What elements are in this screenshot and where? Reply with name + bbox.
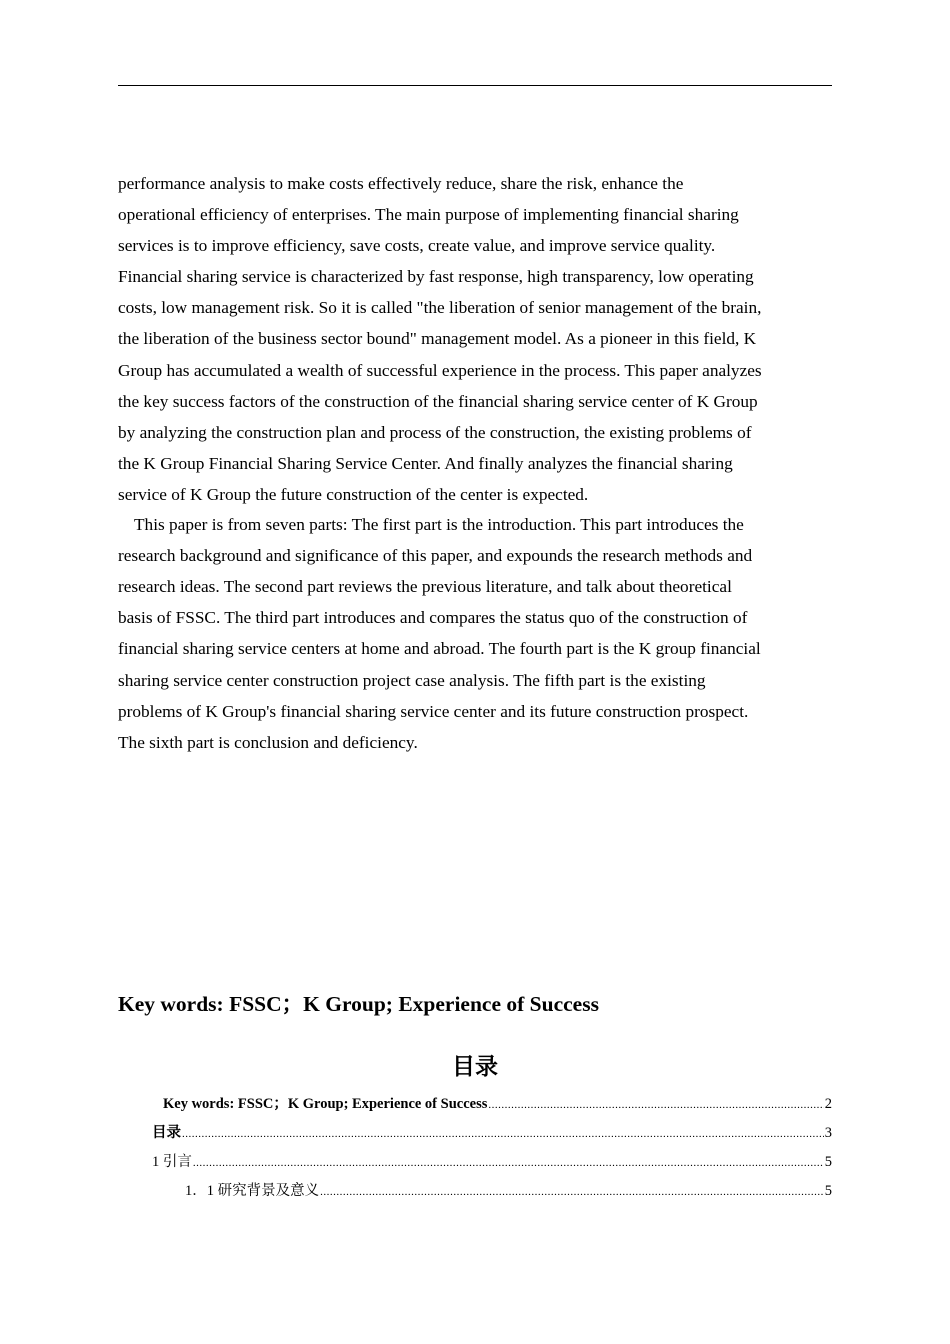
text-line: by analyzing the construction plan and process of the construction, the existing problems of xyxy=(118,422,752,442)
toc-entry-label: 1．1 研究背景及意义 xyxy=(185,1183,320,1199)
toc-leader-dots xyxy=(182,1128,824,1140)
text-line: financial sharing service centers at home and abroad. The fourth part is the K group financial xyxy=(118,639,761,659)
toc-entry-page: 5 xyxy=(824,1183,832,1199)
text-line: Financial sharing service is characterized by fast response, high transparency, low operating xyxy=(118,267,754,287)
text-line: This paper is from seven parts: The first part is the introduction. This part introduces the xyxy=(134,515,744,535)
text-line: operational efficiency of enterprises. The main purpose of implementing financial sharing xyxy=(118,205,739,225)
text-line: The sixth part is conclusion and deficiency. xyxy=(118,732,418,752)
text-line: the key success factors of the construction of the financial sharing service center of K Group xyxy=(118,391,758,411)
toc-entry[interactable] xyxy=(163,1092,832,1113)
toc-entry-page: 5 xyxy=(824,1154,832,1170)
abstract-paragraph-1 xyxy=(118,168,834,510)
toc-entry-label: 1 引言 xyxy=(152,1154,192,1170)
header-rule xyxy=(118,85,832,86)
toc-entry-page: 3 xyxy=(824,1125,832,1141)
text-line: the liberation of the business sector bound" management model. As a pioneer in this field, K xyxy=(118,329,757,349)
abstract-body xyxy=(118,168,834,758)
abstract-paragraph-2 xyxy=(118,509,834,758)
text-line: problems of K Group's financial sharing service center and its future construction prospect. xyxy=(118,701,749,721)
toc-leader-dots xyxy=(193,1157,824,1169)
text-line: basis of FSSC. The third part introduces and compares the status quo of the construction of xyxy=(118,608,748,628)
toc-entry-page: 2 xyxy=(824,1096,832,1112)
toc-leader-dots xyxy=(488,1099,823,1111)
toc-entry[interactable] xyxy=(185,1179,832,1200)
text-line: service of K Group the future construction of the center is expected. xyxy=(118,484,589,504)
text-line: research ideas. The second part reviews the previous literature, and talk about theoretical xyxy=(118,577,732,597)
toc-entry-label: Key words: FSSC；K Group; Experience of Success xyxy=(163,1096,488,1112)
text-line: performance analysis to make costs effectively reduce, share the risk, enhance the xyxy=(118,174,684,193)
text-line: costs, low management risk. So it is called "the liberation of senior management of the brain, xyxy=(118,298,762,318)
keywords-heading: Key words: FSSC；K Group; Experience of Success xyxy=(118,992,599,1016)
text-line: sharing service center construction project case analysis. The fifth part is the existing xyxy=(118,670,706,690)
text-line: services is to improve efficiency, save costs, create value, and improve service quality. xyxy=(118,236,716,256)
toc-entry[interactable] xyxy=(152,1150,832,1171)
toc-entry-label: 目录 xyxy=(152,1125,181,1141)
text-line: Group has accumulated a wealth of successful experience in the process. This paper analyzes xyxy=(118,360,762,380)
text-line: research background and significance of this paper, and expounds the research methods and xyxy=(118,546,753,566)
toc-title: 目录 xyxy=(452,1054,498,1080)
text-line: the K Group Financial Sharing Service Center. And finally analyzes the financial sharing xyxy=(118,453,733,473)
toc-leader-dots xyxy=(320,1186,824,1198)
toc-entry[interactable] xyxy=(152,1121,832,1142)
